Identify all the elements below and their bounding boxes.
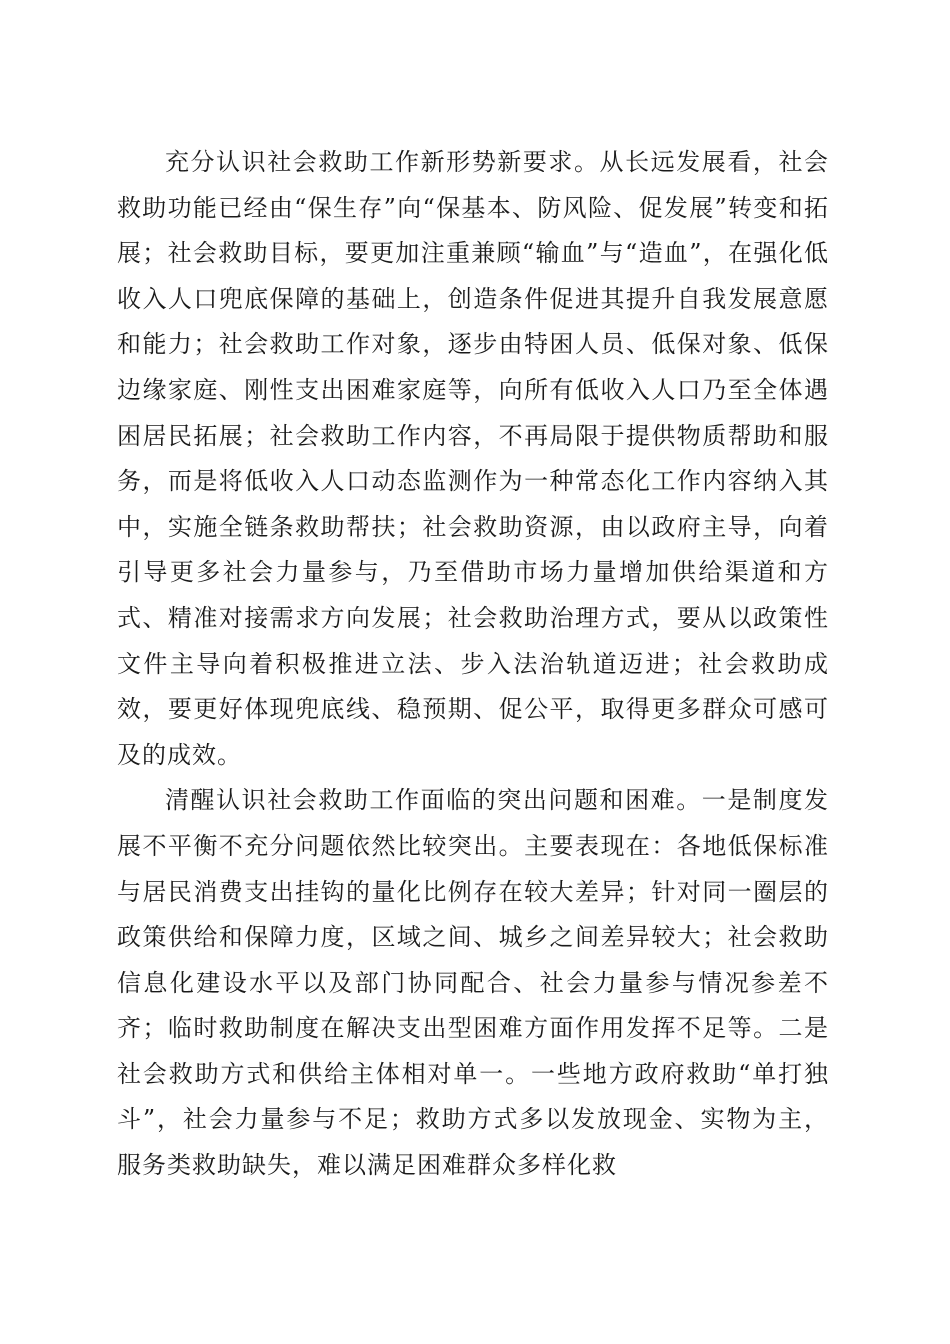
paragraph-problems: 清醒认识社会救助工作面临的突出问题和困难。一是制度发展不平衡不充分问题依然比较突出。主要表现在：各地低保标准与居民消费支出挂钩的量化比例存在较大差异；针对同一圈层的政策供给和保障力度，区域之间、城乡之间差异较大；社会救助信息化建设水平以及部门协同配合、社会力量参与情况参差不齐；临时救助制度在解决支出型困难方面作用发挥不足等。二是社会救助方式和供给主体相对单一。一些地方政府救助“单打独斗”，社会力量参与不足；救助方式多以发放现金、实物为主，服务类救助缺失，难以满足困难群众多样化救 (117, 786, 829, 1180)
paragraph-new-situation: 充分认识社会救助工作新形势新要求。从长远发展看，社会救助功能已经由“保生存”向“保基本、防风险、促发展”转变和拓展；社会救助目标，要更加注重兼顾“输血”与“造血”，在强化低收入人口兜底保障的基础上，创造条件促进其提升自我发展意愿和能力；社会救助工作对象，逐步由特困人员、低保对象、低保边缘家庭、刚性支出困难家庭等，向所有低收入人口乃至全体遇困居民拓展；社会救助工作内容，不再局限于提供物质帮助和服务，而是将低收入人口动态监测作为一种常态化工作内容纳入其中，实施全链条救助帮扶；社会救助资源，由以政府主导，向着引导更多社会力量参与，乃至借助市场力量增加供给渠道和方式、精准对接需求方向发展；社会救助治理方式，要从以政策性文件主导向着积极推进立法、步入法治轨道迈进；社会救助成效，要更好体现兜底线、稳预期、促公平，取得更多群众可感可及的成效。 (117, 148, 829, 769)
document-body (117, 140, 829, 1189)
